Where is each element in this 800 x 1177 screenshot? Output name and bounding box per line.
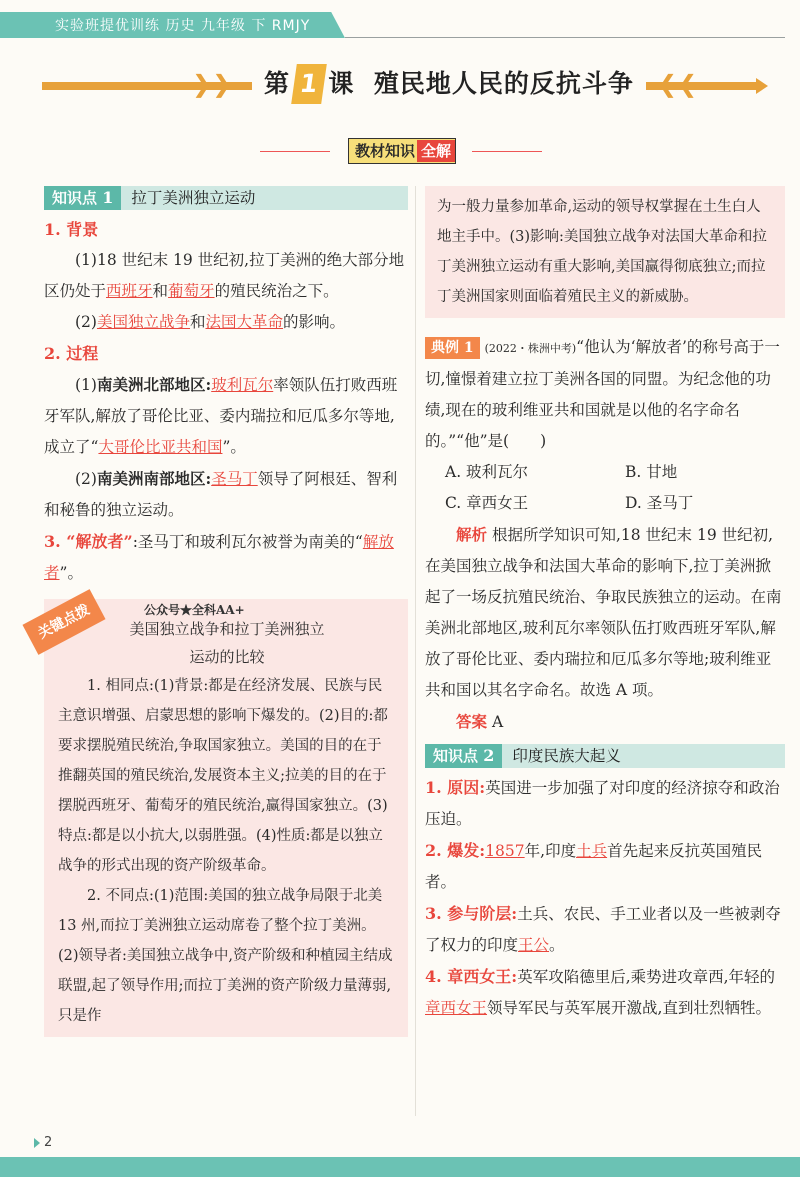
analysis: 解析 根据所学知识可知,18 世纪末 19 世纪初,在美国独立战争和法国大革命的影响下,拉丁美洲掀起了一场反抗殖民统治、争取民族独立的运动。在南美洲北部地区,玻利瓦尔率领队伍打败西班牙军队,解放了哥伦比亚、委内瑞拉和厄瓜多尔等地;玻利维亚共和国以其名字命名。故选 A 项。 [425, 525, 782, 699]
banner-highlight: 全解 [417, 140, 455, 162]
lesson-suffix: 课 [328, 69, 355, 98]
key-tip-title-1: 美国独立战争和拉丁美洲独立 [129, 620, 325, 638]
lesson-number: 1 [291, 64, 327, 104]
option-a: A. 玻利瓦尔 [445, 463, 529, 481]
chevron-left-icon: ❯❯ [192, 70, 233, 98]
key-tip-box [35, 599, 408, 1037]
key-tip-continued [425, 186, 785, 318]
example-1 [425, 332, 785, 738]
kp2-item-2: 2. 爆发:1857年,印度土兵首先起来反抗英国殖民者。 [425, 841, 763, 891]
example-source: (2022・株洲中考) [484, 342, 577, 355]
lesson-title [252, 64, 646, 104]
kp2-item-1: 1. 原因:英国进一步加强了对印度的经济掠夺和政治压迫。 [425, 778, 780, 828]
lesson-title-bar [42, 64, 758, 104]
chevron-right-icon: ❮❮ [657, 70, 698, 98]
kp2-item-3: 3. 参与阶层:土兵、农民、手工业者以及一些被剥夺了权力的印度王公。 [425, 904, 781, 954]
kp1-tag: 知识点 1 [44, 186, 121, 210]
footer-band [0, 1157, 800, 1177]
key-tip-p2: 2. 不同点:(1)范围:美国的独立战争局限于北美 13 州,而拉丁美洲独立运动席卷了整个拉丁美洲。(2)领导者:美国独立战争中,资产阶级和种植园主结成联盟,起了领导作用;而拉丁美洲的资产阶级力量薄弱,只是作 [58, 888, 393, 1024]
right-column [425, 186, 785, 1024]
kp1-s2-p1: (1)南美洲北部地区:玻利瓦尔率领队伍打败西班牙军队,解放了哥伦比亚、委内瑞拉和厄瓜多尔等地,成立了“大哥伦比亚共和国”。 [44, 375, 398, 456]
kp1-section-1-head: 1. 背景 [44, 220, 99, 239]
kp1-s1-p2: (2)美国独立战争和法国大革命的影响。 [75, 313, 346, 331]
option-c: C. 章西女王 [445, 494, 529, 512]
kp1-s3: 3. “解放者”:圣马丁和玻利瓦尔被誉为南美的“解放者”。 [44, 532, 394, 582]
banner-box [348, 138, 456, 164]
banner-line-right [472, 151, 542, 152]
answer: 答案 A [456, 712, 504, 731]
kp1-section-2-head: 2. 过程 [44, 344, 99, 363]
example-tag: 典例 1 [425, 337, 480, 359]
kp2-item-4: 4. 章西女王:英军攻陷德里后,乘势进攻章西,年轻的章西女王领导军民与英军展开激战,直到壮烈牺牲。 [425, 967, 776, 1017]
kp1-s2-p2: (2)南美洲南部地区:圣马丁领导了阿根廷、智利和秘鲁的独立运动。 [44, 469, 398, 519]
key-tip-p3: 为一般力量参加革命,运动的领导权掌握在土生白人地主手中。(3)影响:美国独立战争对法国大革命和拉丁美洲独立运动有重大影响,美国赢得彻底独立;而拉丁美洲国家则面临着殖民主义的新威胁。 [437, 199, 767, 305]
header-band [0, 0, 800, 38]
knowledge-point-2-header [425, 744, 785, 768]
banner-label: 教材知识 [355, 142, 416, 160]
key-tip-tag: 关键点拨 [22, 589, 105, 655]
kp2-title: 印度民族大起义 [512, 746, 621, 765]
watermark: 公众号★全科AA+ [144, 603, 245, 617]
kp2-tag: 知识点 2 [425, 744, 502, 768]
lesson-name: 殖民地人民的反抗斗争 [373, 69, 634, 98]
knowledge-point-1-header [44, 186, 408, 210]
kp1-s1-p1: (1)18 世纪末 19 世纪初,拉丁美洲的绝大部分地区仍处于西班牙和葡萄牙的殖民统治之下。 [44, 251, 405, 300]
lesson-prefix: 第 [264, 69, 291, 98]
option-b: B. 甘地 [625, 463, 678, 481]
example-question: “他认为‘解放者’的称号高于一切,憧憬着建立拉丁美洲各国的同盟。为纪念他的功绩,现在的玻利维亚共和国就是以他的名字命名的。”“他”是( ) [425, 338, 780, 450]
options-row-1 [425, 457, 785, 488]
options-row-2 [425, 488, 785, 519]
option-d: D. 圣马丁 [625, 494, 694, 512]
banner-line-left [260, 151, 330, 152]
column-divider [415, 186, 416, 1116]
key-tip-p1: 1. 相同点:(1)背景:都是在经济发展、民族与民主意识增强、启蒙思想的影响下爆发的。(2)目的:都要求摆脱殖民统治,争取国家独立。美国的目的在于推翻英国的殖民统治,发展资本主义;拉美的目的在于摆脱西班牙、葡萄牙的殖民统治,赢得国家独立。(3)特点:都是以小抗大,以弱胜强。(4)性质:都是以独立战争的形式出现的资产阶级革命。 [58, 678, 388, 874]
key-tip-title-2: 运动的比较 [189, 648, 265, 666]
left-column [35, 186, 408, 1037]
page-marker-icon [34, 1138, 40, 1148]
section-banner [260, 136, 542, 166]
page-number: 2 [44, 1135, 53, 1150]
kp1-title: 拉丁美洲独立运动 [131, 188, 256, 207]
header-text: 实验班提优训练 历史 九年级 下 RMJY [55, 18, 311, 34]
header-rule [345, 37, 785, 38]
